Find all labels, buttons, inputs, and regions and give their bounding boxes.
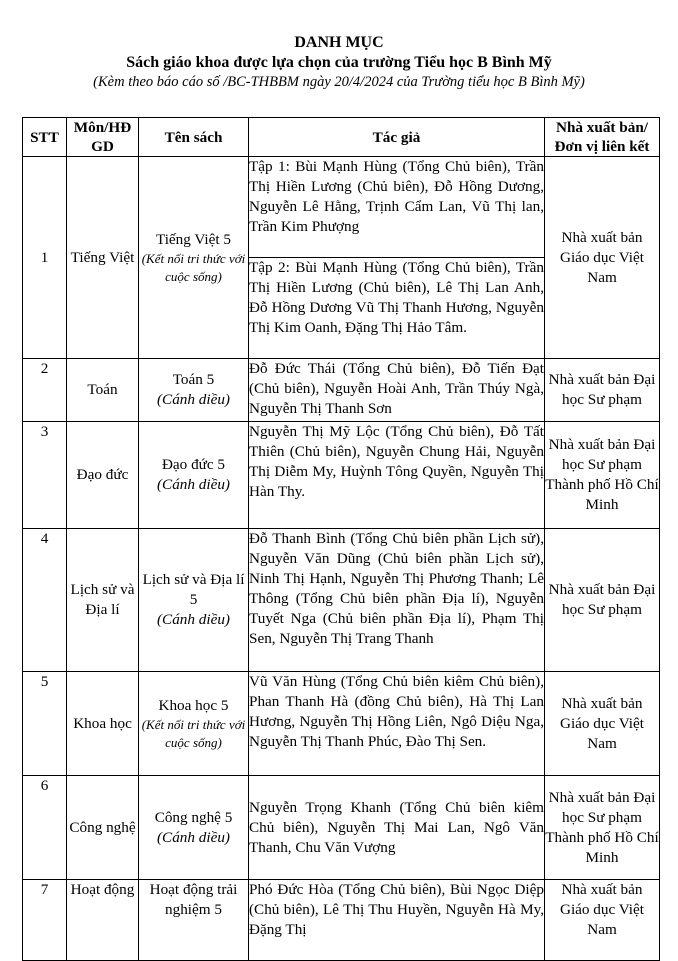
- header-stt: STT: [23, 118, 67, 157]
- textbook-table: [22, 117, 660, 961]
- book-series: (Kết nối tri thức với cuộc sống): [141, 250, 246, 284]
- row-stt: 6: [23, 776, 67, 880]
- row-authors: Nguyễn Trọng Khanh (Tổng Chủ biên kiêm Chủ biên), Nguyễn Thị Mai Lan, Ngô Văn Thanh, Chu Văn Vượng: [249, 776, 545, 880]
- row-authors-volume-2: Tập 2: Bùi Mạnh Hùng (Tổng Chủ biên), Trần Thị Hiền Lương (Chủ biên), Lê Thị Lan Anh, Đỗ Hồng Dương Vũ Thị Thanh Hương, Nguyễn Thị Kim Oanh, Đặng Thị Hảo Tâm.: [249, 258, 545, 359]
- header-nxb: [545, 118, 660, 157]
- row-subject: Hoạt động: [67, 880, 139, 961]
- header-mon: [67, 118, 139, 157]
- row-book: [139, 422, 249, 529]
- row-subject: Đạo đức: [67, 422, 139, 529]
- row-book: [139, 157, 249, 359]
- row-publisher: Nhà xuất bản Đại học Sư phạm Thành phố Hồ Chí Minh: [545, 776, 660, 880]
- row-book: [139, 359, 249, 422]
- row-authors-volume-1: Tập 1: Bùi Mạnh Hùng (Tổng Chủ biên), Trần Thị Hiền Lương (Chủ biên), Đỗ Hồng Dương, Nguyễn Lê Hằng, Trịnh Cẩm Lan, Vũ Thị lan, Trần Kim Phượng: [249, 157, 545, 258]
- row-authors: Đỗ Đức Thái (Tổng Chủ biên), Đỗ Tiến Đạt (Chủ biên), Nguyễn Hoài Anh, Trần Thúy Ngà, Nguyễn Thị Thanh Sơn: [249, 359, 545, 422]
- row-stt: 5: [23, 672, 67, 776]
- table-row: [23, 157, 660, 258]
- row-stt: 1: [23, 157, 67, 359]
- row-book: Hoạt động trải nghiệm 5: [139, 880, 249, 961]
- row-authors: Đỗ Thanh Bình (Tổng Chủ biên phần Lịch sử), Nguyễn Văn Dũng (Chủ biên phần Lịch sử), Ninh Thị Hạnh, Nguyễn Thị Phương Thanh; Lê Thông (Tổng Chủ biên phần Địa lí), Nguyễn Tuyết Nga (Chủ biên phần Địa lí), Phạm Thị Sen, Nguyễn Thị Trang Thanh: [249, 529, 545, 672]
- header-mon-line1: Môn/HĐ: [73, 119, 132, 136]
- header-mon-line2: GD: [91, 138, 114, 155]
- table-header-row: [23, 118, 660, 157]
- row-subject: Toán: [67, 359, 139, 422]
- document-title: DANH MỤC: [294, 34, 384, 51]
- row-publisher: Nhà xuất bản Đại học Sư phạm: [545, 529, 660, 672]
- book-title: Tiếng Việt 5: [155, 230, 232, 248]
- header-nxb-line1: Nhà xuất bản/: [555, 119, 648, 136]
- row-book: [139, 672, 249, 776]
- row-stt: 2: [23, 359, 67, 422]
- book-title: Công nghệ 5: [154, 808, 233, 826]
- table-row: [23, 359, 660, 422]
- header-tac-gia: Tác giả: [249, 118, 545, 157]
- table-row: [23, 776, 660, 880]
- book-series: (Cánh diều): [157, 476, 230, 493]
- table-row: [23, 672, 660, 776]
- row-authors: Nguyễn Thị Mỹ Lộc (Tổng Chủ biên), Đỗ Tất Thiên (Chủ biên), Nguyễn Chung Hải, Nguyễn Thị Diễm My, Huỳnh Tông Quyền, Nguyễn Thị Hàn Thy.: [249, 422, 545, 529]
- header-nxb-line2: Đơn vị liên kết: [554, 138, 650, 155]
- row-book: [139, 776, 249, 880]
- row-subject: Công nghệ: [67, 776, 139, 880]
- row-publisher: Nhà xuất bản Giáo dục Việt Nam: [545, 880, 660, 961]
- row-subject: Tiếng Việt: [67, 157, 139, 359]
- book-series: (Cánh diều): [157, 611, 230, 628]
- row-stt: 3: [23, 422, 67, 529]
- table-row: [23, 880, 660, 961]
- header-ten-sach: Tên sách: [139, 118, 249, 157]
- book-title: Lịch sử và Địa lí 5: [142, 571, 245, 608]
- row-book: [139, 529, 249, 672]
- book-title: Khoa học 5: [158, 696, 229, 714]
- document-subtitle: Sách giáo khoa được lựa chọn của trường Tiểu học B Bình Mỹ: [126, 54, 552, 71]
- row-subject: Khoa học: [67, 672, 139, 776]
- book-series: (Cánh diều): [157, 391, 230, 408]
- row-publisher: Nhà xuất bản Đại học Sư phạm: [545, 359, 660, 422]
- table-row: [23, 529, 660, 672]
- book-series: (Kết nối tri thức với cuộc sống): [141, 716, 246, 750]
- row-publisher: Nhà xuất bản Giáo dục Việt Nam: [545, 157, 660, 359]
- row-stt: 4: [23, 529, 67, 672]
- book-title: Đạo đức 5: [161, 456, 226, 473]
- row-authors: Phó Đức Hòa (Tổng Chủ biên), Bùi Ngọc Diệp (Chủ biên), Lê Thị Thu Huyền, Nguyễn Hà My, Đặng Thị: [249, 880, 545, 961]
- book-series: (Cánh diều): [157, 828, 230, 846]
- book-title: Toán 5: [172, 371, 215, 388]
- row-publisher: Nhà xuất bản Đại học Sư phạm Thành phố Hồ Chí Minh: [545, 422, 660, 529]
- row-stt: 7: [23, 880, 67, 961]
- table-row: [23, 422, 660, 529]
- row-authors: Vũ Văn Hùng (Tổng Chủ biên kiêm Chủ biên), Phan Thanh Hà (đồng Chủ biên), Hà Thị Lan Hương, Nguyễn Thị Hồng Liên, Ngô Diệu Nga, Nguyễn Thị Thanh Phúc, Đào Thị Sen.: [249, 672, 545, 776]
- row-publisher: Nhà xuất bản Giáo dục Việt Nam: [545, 672, 660, 776]
- document-note: (Kèm theo báo cáo số /BC-THBBM ngày 20/4/2024 của Trường tiểu học B Bình Mỹ): [93, 74, 585, 90]
- row-subject: Lịch sử và Địa lí: [67, 529, 139, 672]
